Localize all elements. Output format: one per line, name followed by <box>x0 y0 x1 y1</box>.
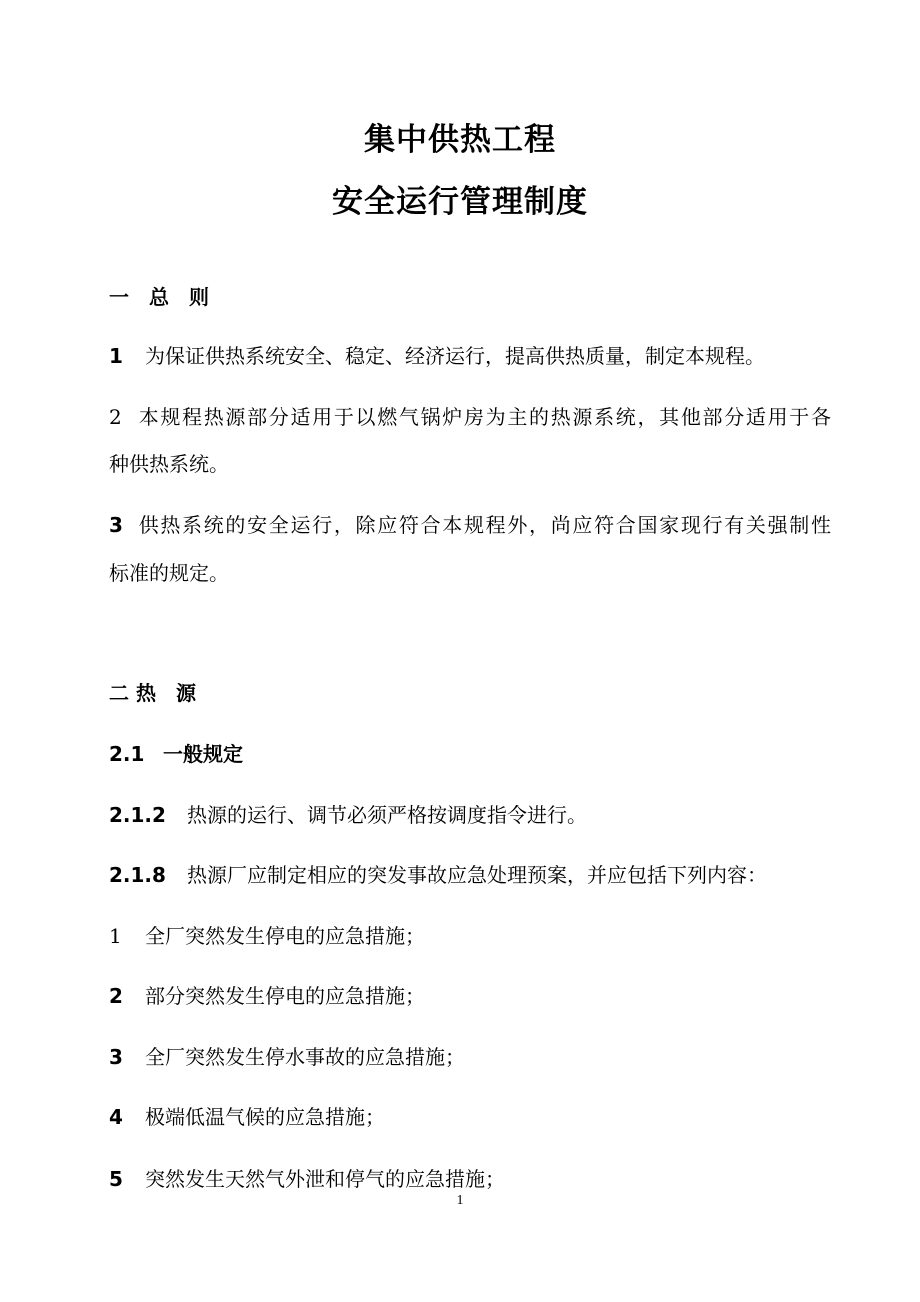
list-item-text: 突然发生天然气外泄和停气的应急措施； <box>145 1167 505 1191</box>
paragraph-text: 为保证供热系统安全、稳定、经济运行，提高供热质量，制定本规程。 <box>145 344 765 368</box>
paragraph-text: 本规程热源部分适用于以燃气锅炉房为主的热源系统，其他部分适用于各 <box>137 405 831 429</box>
list-item <box>109 923 425 949</box>
section-heading-general: 一 总 则 <box>109 285 209 309</box>
list-item-text: 全厂突然发生停电的应急措施； <box>145 924 425 948</box>
clause-number: 2.1.2 <box>109 803 166 827</box>
document-title-line1: 集中供热工程 <box>364 122 556 158</box>
section-heading-heat-source: 二 热 源 <box>109 681 196 705</box>
list-item-text: 部分突然发生停电的应急措施； <box>145 984 425 1008</box>
item-number: 3 <box>109 513 123 537</box>
paragraph-1-2 <box>109 404 831 430</box>
list-item-text: 极端低温气候的应急措施； <box>145 1105 385 1129</box>
list-item <box>109 1044 465 1070</box>
paragraph-1-1 <box>109 343 765 369</box>
paragraph-text: 供热系统的安全运行，除应符合本规程外，尚应符合国家现行有关强制性 <box>137 513 831 537</box>
item-number: 2 <box>109 405 122 429</box>
list-item <box>109 1104 385 1130</box>
paragraph-1-2-continuation: 种供热系统。 <box>109 452 229 476</box>
clause-text: 热源厂应制定相应的突发事故应急处理预案，并应包括下列内容： <box>187 863 767 887</box>
subsection-heading <box>109 741 243 767</box>
list-item <box>109 983 425 1009</box>
clause-text: 热源的运行、调节必须严格按调度指令进行。 <box>187 803 587 827</box>
list-item-number: 3 <box>109 1045 123 1069</box>
paragraph-1-3 <box>109 512 831 538</box>
clause-2-1-8 <box>109 862 767 888</box>
subsection-title: 一般规定 <box>163 742 243 766</box>
clause-2-1-2 <box>109 802 587 828</box>
list-item <box>109 1166 505 1192</box>
list-item-text: 全厂突然发生停水事故的应急措施； <box>145 1045 465 1069</box>
list-item-number: 4 <box>109 1105 123 1129</box>
list-item-number: 1 <box>109 924 122 948</box>
list-item-number: 5 <box>109 1167 123 1191</box>
list-item-number: 2 <box>109 984 123 1008</box>
subsection-number: 2.1 <box>109 742 145 766</box>
document-title-line2: 安全运行管理制度 <box>332 184 588 220</box>
page-number: 1 <box>456 1193 464 1208</box>
item-number: 1 <box>109 344 123 368</box>
clause-number: 2.1.8 <box>109 863 166 887</box>
paragraph-1-3-continuation: 标准的规定。 <box>109 561 229 585</box>
